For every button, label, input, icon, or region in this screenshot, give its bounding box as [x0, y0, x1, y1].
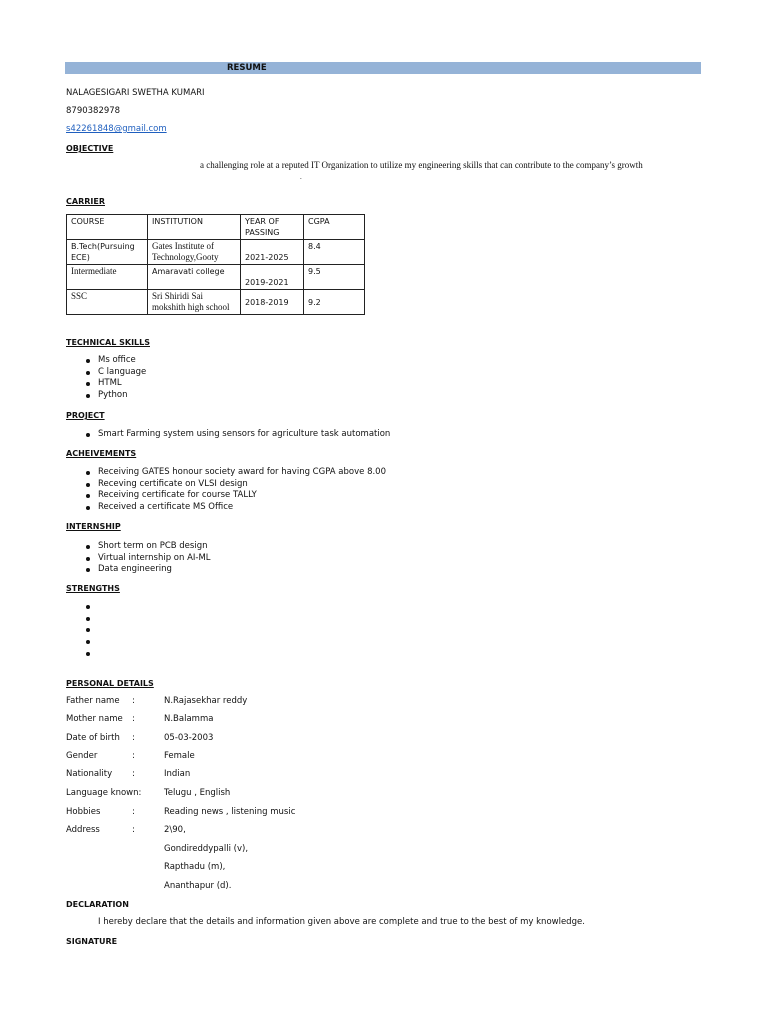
objective-text: a challenging role at a reputed IT Organization to utilize my engineering skills that can contribute to the company’s growth: [200, 160, 643, 170]
list-item: Smart Farming system using sensors for agriculture task automation: [66, 429, 390, 441]
resume-title-bar: [65, 62, 701, 74]
personal-colon: :: [132, 807, 135, 817]
list-item: Short term on PCB design: [66, 541, 211, 553]
phone-number: 8790382978: [66, 106, 121, 116]
internship-list: [66, 541, 211, 576]
list-item: Receiving GATES honour society award for having CGPA above 8.00: [66, 467, 386, 479]
list-item: Received a certificate MS Office: [66, 502, 386, 514]
declaration-heading: DECLARATION: [66, 900, 129, 909]
personal-colon: :: [132, 751, 135, 761]
personal-label: Mother name: [66, 714, 123, 724]
list-item: [66, 648, 98, 660]
personal-value: 2\90,: [164, 825, 186, 835]
personal-value: N.Rajasekhar reddy: [164, 696, 248, 706]
table-cell-institution: Amaravati college: [148, 265, 241, 290]
table-header: YEAR OF PASSING: [241, 215, 304, 240]
objective-trailing: .: [300, 173, 302, 181]
address-line: Ananthapur (d).: [164, 881, 232, 891]
table-cell-course: Intermediate: [67, 265, 148, 290]
strengths-list: [66, 601, 98, 659]
personal-label: Language known:: [66, 788, 142, 798]
personal-colon: :: [132, 769, 135, 779]
carrier-heading: CARRIER: [66, 197, 105, 206]
table-cell-cgpa: 9.2: [304, 290, 365, 315]
table-cell-institution: Sri Shiridi Sai mokshith high school: [148, 290, 241, 315]
personal-colon: :: [132, 696, 135, 706]
objective-heading: OBJECTIVE: [66, 144, 114, 153]
list-item: [66, 613, 98, 625]
personal-details-heading: PERSONAL DETAILS: [66, 679, 154, 688]
list-item: Data engineering: [66, 564, 211, 576]
table-cell-course: B.Tech(Pursuing ECE): [67, 240, 148, 265]
list-item: HTML: [66, 378, 146, 390]
table-cell-cgpa: 9.5: [304, 265, 365, 290]
strengths-heading: STRENGTHS: [66, 584, 120, 593]
personal-colon: :: [132, 714, 135, 724]
list-item: [66, 624, 98, 636]
personal-value: 05-03-2003: [164, 733, 214, 743]
candidate-name: NALAGESIGARI SWETHA KUMARI: [66, 88, 205, 98]
list-item: Python: [66, 390, 146, 402]
list-item: Receiving certificate for course TALLY: [66, 490, 386, 502]
signature-heading: SIGNATURE: [66, 937, 118, 946]
table-cell-cgpa: 8.4: [304, 240, 365, 265]
address-line: Gondireddypalli (v),: [164, 844, 249, 854]
personal-value: Indian: [164, 769, 191, 779]
technical-skills-heading: TECHNICAL SKILLS: [66, 338, 150, 347]
list-item: Receving certificate on VLSI design: [66, 479, 386, 491]
education-table: [66, 214, 365, 315]
table-header-row: [67, 215, 365, 240]
personal-value: Reading news , listening music: [164, 807, 296, 817]
personal-value: N.Balamma: [164, 714, 214, 724]
table-cell-institution: Gates Institute of Technology,Gooty: [148, 240, 241, 265]
table-row: [67, 240, 365, 265]
project-heading: PROJECT: [66, 411, 105, 420]
personal-value: Female: [164, 751, 195, 761]
achievements-list: [66, 467, 386, 514]
personal-label: Nationality: [66, 769, 113, 779]
personal-colon: :: [132, 733, 135, 743]
table-row: [67, 290, 365, 315]
personal-label: Father name: [66, 696, 120, 706]
technical-skills-list: [66, 355, 146, 402]
table-cell-year: 2019-2021: [241, 265, 304, 290]
table-cell-course: SSC: [67, 290, 148, 315]
list-item: [66, 636, 98, 648]
list-item: [66, 601, 98, 613]
table-row: [67, 265, 365, 290]
list-item: C language: [66, 367, 146, 379]
personal-value: Telugu , English: [164, 788, 231, 798]
list-item: Ms office: [66, 355, 146, 367]
internship-heading: INTERNSHIP: [66, 522, 121, 531]
project-list: [66, 429, 390, 441]
personal-colon: :: [132, 825, 135, 835]
personal-label: Hobbies: [66, 807, 101, 817]
personal-label: Address: [66, 825, 100, 835]
table-cell-year: 2018-2019: [241, 290, 304, 315]
achievements-heading: ACHEIVEMENTS: [66, 449, 137, 458]
personal-label: Gender: [66, 751, 98, 761]
resume-title: RESUME: [227, 63, 267, 73]
address-line: Rapthadu (m),: [164, 862, 226, 872]
personal-label: Date of birth: [66, 733, 120, 743]
email-link[interactable]: s42261848@gmail.com: [66, 124, 167, 134]
table-header: CGPA: [304, 215, 365, 240]
table-cell-year: 2021-2025: [241, 240, 304, 265]
table-header: COURSE: [67, 215, 148, 240]
list-item: Virtual internship on AI-ML: [66, 553, 211, 565]
table-header: INSTITUTION: [148, 215, 241, 240]
declaration-text: I hereby declare that the details and information given above are complete and true to the best of my knowledge.: [98, 917, 585, 927]
